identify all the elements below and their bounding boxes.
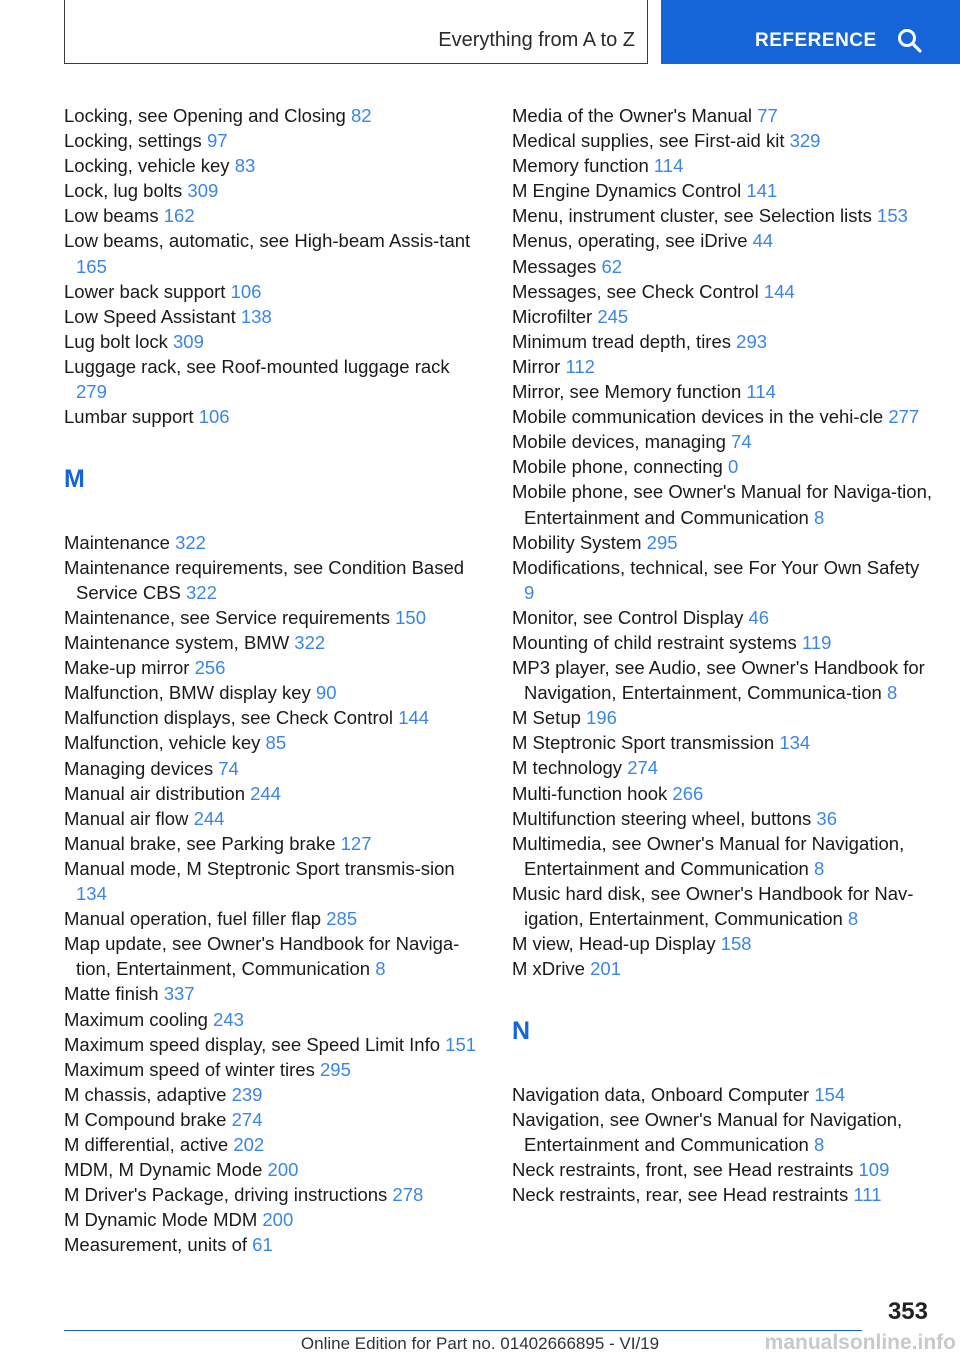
index-entry (512, 755, 932, 780)
entry-text: Music hard disk, see Owner's Handbook for Nav-igation, Entertainment, Communication (512, 882, 914, 929)
entry-text: Mirror, see Memory function (512, 381, 742, 403)
page-link[interactable]: 202 (233, 1133, 265, 1155)
index-entry (512, 1107, 932, 1157)
index-entry (64, 1232, 484, 1257)
page-link[interactable]: 245 (597, 305, 629, 327)
reference-label: REFERENCE (755, 30, 877, 51)
page-link[interactable]: 279 (76, 381, 107, 403)
entry-text: Mobile phone, connecting (512, 456, 723, 478)
page-link[interactable]: 239 (231, 1083, 263, 1105)
entry-text: Manual brake, see Parking brake (64, 832, 336, 854)
index-entry (64, 1057, 484, 1082)
page-link[interactable]: 274 (627, 757, 659, 779)
footer-divider (64, 1330, 862, 1331)
entry-text: M technology (512, 757, 623, 779)
index-entry (64, 931, 484, 981)
index-entry (64, 981, 484, 1006)
index-entry (64, 1132, 484, 1157)
page-link[interactable]: 243 (213, 1008, 244, 1030)
entry-text: Maximum cooling (64, 1008, 208, 1030)
index-entry (512, 956, 932, 981)
index-entry (64, 153, 484, 178)
entry-text: Mobile communication devices in the vehi-cle (512, 406, 884, 428)
entry-text: Manual operation, fuel filler flap (64, 908, 322, 930)
page-link[interactable]: 165 (76, 255, 107, 277)
page-link[interactable]: 277 (888, 406, 920, 428)
index-entry (64, 404, 484, 429)
entry-text: Navigation data, Onboard Computer (512, 1083, 810, 1105)
index-entry (64, 203, 484, 228)
page-link[interactable]: 150 (395, 607, 426, 628)
page-link[interactable]: 46 (748, 606, 770, 628)
entry-text: M Steptronic Sport transmission (512, 732, 775, 754)
page-link[interactable]: 322 (186, 581, 217, 603)
entry-text: Measurement, units of (64, 1234, 248, 1256)
entry-text: MP3 player, see Audio, see Owner's Handbook for Navigation, Entertainment, Communica-tion (512, 657, 925, 704)
watermark: manualsonline.info (764, 1331, 956, 1354)
entry-text: Lock, lug bolts (64, 180, 183, 202)
entry-text: Multimedia, see Owner's Manual for Navigation, Entertainment and Communication (512, 832, 905, 879)
index-entry (64, 730, 484, 755)
index-entry (512, 1082, 932, 1107)
entry-text: Malfunction, BMW display key (64, 682, 311, 704)
page-link[interactable]: 322 (175, 531, 206, 553)
page-link[interactable]: 62 (601, 255, 623, 277)
entry-text: Maintenance, see Service requirements (64, 607, 390, 628)
page-link[interactable]: 8 (886, 682, 898, 704)
index-entry (512, 530, 932, 555)
page-link[interactable]: 8 (375, 958, 386, 980)
index-entry (512, 279, 932, 304)
entry-text: M chassis, adaptive (64, 1083, 227, 1105)
page-link[interactable]: 244 (250, 782, 281, 804)
page-link[interactable]: 144 (763, 280, 795, 302)
entry-text: Map update, see Owner's Handbook for Naviga-tion, Entertainment, Communication (64, 933, 460, 980)
page-link[interactable]: 8 (847, 908, 859, 929)
page-link[interactable]: 274 (231, 1108, 263, 1130)
section-letter: N (512, 1017, 531, 1046)
index-entry (64, 655, 484, 680)
index-entry (64, 304, 484, 329)
index-entry (512, 153, 932, 178)
entry-text: Locking, settings (64, 130, 202, 152)
page-link[interactable]: 196 (586, 707, 617, 729)
entry-text: Monitor, see Control Display (512, 606, 744, 628)
index-entry (64, 329, 484, 354)
index-entry (512, 404, 932, 429)
page-link[interactable]: 8 (814, 1133, 825, 1155)
index-entry (512, 228, 932, 253)
entry-text: MDM, M Dynamic Mode (64, 1159, 263, 1181)
entry-text: Low Speed Assistant (64, 305, 236, 327)
index-entry (64, 178, 484, 203)
index-entry (64, 856, 484, 906)
entry-text: M Setup (512, 707, 581, 729)
entry-text: Matte finish (64, 983, 159, 1005)
entry-text: Maintenance requirements, see Condition Based Service CBS (64, 556, 465, 603)
entry-text: M Engine Dynamics Control (512, 180, 742, 202)
page-link[interactable]: 285 (326, 908, 358, 930)
index-entry (512, 1157, 932, 1182)
entry-text: Medical supplies, see First-aid kit (512, 130, 785, 152)
index-entry (512, 429, 932, 454)
page-link[interactable]: 200 (262, 1209, 294, 1231)
index-entry (512, 354, 932, 379)
page-link[interactable]: 36 (816, 807, 837, 829)
page-link[interactable]: 329 (789, 130, 821, 152)
page-link[interactable]: 309 (187, 180, 219, 202)
entry-text: Locking, see Opening and Closing (64, 105, 346, 126)
index-entry (512, 730, 932, 755)
page-link[interactable]: 119 (801, 631, 832, 653)
page-link[interactable]: 114 (653, 155, 684, 177)
entry-text: Microfilter (512, 305, 593, 327)
entry-text: Manual mode, M Steptronic Sport transmis-sion (64, 857, 455, 879)
page-link[interactable]: 144 (398, 707, 430, 729)
entry-text: Navigation, see Owner's Manual for Navigation, Entertainment and Communication (512, 1108, 903, 1155)
page-link[interactable]: 141 (746, 180, 778, 202)
edition-footer: Online Edition for Part no. 01402666895 - VI/19 (300, 1334, 660, 1353)
entry-text: Multi-function hook (512, 782, 668, 804)
page-link[interactable]: 295 (646, 531, 678, 553)
index-entry (64, 1032, 484, 1057)
entry-text: M Dynamic Mode MDM (64, 1209, 258, 1231)
entry-text: Messages (512, 255, 597, 277)
page-link[interactable]: 134 (76, 883, 107, 905)
page-link[interactable]: 109 (858, 1159, 890, 1181)
index-entry (64, 1107, 484, 1132)
entry-text: Locking, vehicle key (64, 155, 230, 177)
page-link[interactable]: 256 (194, 657, 226, 679)
index-entry (512, 781, 932, 806)
page-link[interactable]: 337 (163, 983, 195, 1005)
page-link[interactable]: 158 (720, 933, 752, 955)
index-entry (64, 1207, 484, 1232)
index-entry (64, 128, 484, 153)
entry-text: Minimum tread depth, tires (512, 330, 732, 352)
entry-text: Modifications, technical, see For Your Own Safety (512, 556, 920, 578)
index-entry (512, 178, 932, 203)
page-link[interactable]: 322 (294, 632, 326, 654)
page-link[interactable]: 90 (315, 682, 337, 704)
page-link[interactable]: 127 (340, 832, 372, 854)
page-link[interactable]: 114 (746, 381, 776, 403)
index-entry (512, 304, 932, 329)
entry-text: Menu, instrument cluster, see Selection lists (512, 205, 872, 227)
entry-text: Messages, see Check Control (512, 280, 759, 302)
index-entry (512, 655, 932, 705)
index-entry (64, 279, 484, 304)
page-link[interactable]: 293 (736, 330, 768, 352)
index-entry (512, 605, 932, 630)
index-entry (64, 605, 484, 630)
index-entry (512, 806, 932, 831)
index-column-right (512, 103, 932, 1207)
page-link[interactable]: 266 (672, 782, 704, 804)
entry-text: Low beams, automatic, see High-beam Assis-tant (64, 230, 471, 252)
page-link[interactable]: 106 (198, 406, 230, 428)
entry-text: Mobility System (512, 531, 642, 553)
page-link[interactable]: 244 (193, 807, 225, 829)
entry-text: Luggage rack, see Roof-mounted luggage rack (64, 355, 450, 377)
page-link[interactable]: 154 (814, 1083, 846, 1105)
page-link[interactable]: 111 (853, 1184, 882, 1206)
index-entry (512, 329, 932, 354)
entry-text: M xDrive (512, 958, 585, 980)
index-entry (64, 1007, 484, 1032)
index-entry (64, 705, 484, 730)
page-link[interactable]: 309 (173, 330, 204, 352)
index-entry (64, 781, 484, 806)
index-entry (64, 530, 484, 555)
entry-text: Menus, operating, see iDrive (512, 230, 748, 252)
entry-text: Malfunction, vehicle key (64, 732, 261, 754)
index-entry (512, 555, 932, 605)
entry-text: M differential, active (64, 1133, 229, 1155)
index-entry (512, 630, 932, 655)
index-entry (512, 479, 932, 529)
index-entry (512, 203, 932, 228)
header-section-box (64, 0, 648, 64)
page-link[interactable]: 295 (320, 1058, 351, 1080)
entry-text: Mounting of child restraint systems (512, 631, 797, 653)
section-title: Everything from A to Z (438, 29, 635, 51)
index-entry (512, 881, 932, 931)
reference-tab[interactable] (661, 0, 960, 64)
page-link[interactable]: 112 (565, 355, 595, 377)
page-link[interactable]: 74 (731, 431, 752, 453)
index-entry (512, 831, 932, 881)
entry-text: Neck restraints, rear, see Head restraints (512, 1184, 849, 1206)
entry-text: M view, Head-up Display (512, 933, 716, 955)
index-entry (64, 756, 484, 781)
index-entry (64, 1082, 484, 1107)
page-link[interactable]: 162 (163, 205, 195, 227)
page-link[interactable]: 82 (350, 105, 372, 126)
entry-text: Mirror (512, 355, 561, 377)
entry-text: Lumbar support (64, 406, 194, 428)
index-entry (64, 630, 484, 655)
entry-text: Maintenance (64, 531, 170, 553)
page-link[interactable]: 44 (752, 230, 774, 252)
index-entry (512, 128, 932, 153)
page-link[interactable]: 74 (218, 757, 239, 779)
page-link[interactable]: 200 (267, 1159, 299, 1181)
index-entry (512, 379, 932, 404)
page-link[interactable]: 0 (728, 456, 739, 478)
page-link[interactable]: 77 (757, 105, 778, 126)
page-link[interactable]: 85 (265, 732, 287, 754)
index-entry (512, 1182, 932, 1207)
index-entry (512, 454, 932, 479)
page-link[interactable]: 201 (590, 958, 621, 980)
entry-text: Neck restraints, front, see Head restraints (512, 1159, 854, 1181)
index-column-left (64, 103, 484, 1257)
entry-text: Manual air distribution (64, 782, 245, 804)
page-link[interactable]: 8 (814, 506, 825, 528)
entry-text: Memory function (512, 155, 649, 177)
entry-text: M Driver's Package, driving instructions (64, 1184, 388, 1206)
page-link[interactable]: 278 (392, 1184, 424, 1206)
index-entry (512, 705, 932, 730)
entry-text: Maximum speed of winter tires (64, 1058, 315, 1080)
index-entry (64, 228, 484, 278)
index-entry (64, 806, 484, 831)
entry-text: Malfunction displays, see Check Control (64, 707, 394, 729)
entry-text: Manual air flow (64, 807, 189, 829)
page-number: 353 (887, 1298, 928, 1325)
page-link[interactable]: 97 (206, 130, 228, 152)
index-entry (64, 103, 484, 128)
entry-text: Maximum speed display, see Speed Limit Info (64, 1033, 441, 1055)
page-link[interactable]: 106 (230, 280, 262, 302)
page-link[interactable]: 9 (524, 581, 535, 603)
index-entry (64, 680, 484, 705)
index-entry (512, 103, 932, 128)
entry-text: Maintenance system, BMW (64, 632, 290, 654)
entry-text: Media of the Owner's Manual (512, 105, 753, 126)
index-entry (512, 254, 932, 279)
page-link[interactable]: 151 (445, 1033, 477, 1055)
search-icon[interactable] (897, 28, 923, 59)
entry-text: Make-up mirror (64, 657, 190, 679)
entry-text: Mobile devices, managing (512, 431, 726, 453)
page-link[interactable]: 138 (240, 305, 272, 327)
index-entry (64, 555, 484, 605)
entry-text: Multifunction steering wheel, buttons (512, 807, 812, 829)
page-link[interactable]: 83 (234, 155, 256, 177)
page-link[interactable]: 153 (877, 205, 908, 227)
index-entry (512, 931, 932, 956)
index-entry (64, 1157, 484, 1182)
entry-text: Low beams (64, 205, 159, 227)
entry-text: Managing devices (64, 757, 214, 779)
page-link[interactable]: 61 (252, 1234, 273, 1256)
entry-text: Mobile phone, see Owner's Manual for Naviga-tion, Entertainment and Communication (512, 481, 932, 528)
page-link[interactable]: 8 (814, 857, 825, 879)
entry-text: Lower back support (64, 280, 226, 302)
entry-text: M Compound brake (64, 1108, 227, 1130)
index-entry (64, 354, 484, 404)
section-letter: M (64, 465, 85, 494)
page-link[interactable]: 134 (779, 732, 811, 754)
index-entry (64, 906, 484, 931)
index-entry (64, 831, 484, 856)
entry-text: Lug bolt lock (64, 330, 168, 352)
index-entry (64, 1182, 484, 1207)
